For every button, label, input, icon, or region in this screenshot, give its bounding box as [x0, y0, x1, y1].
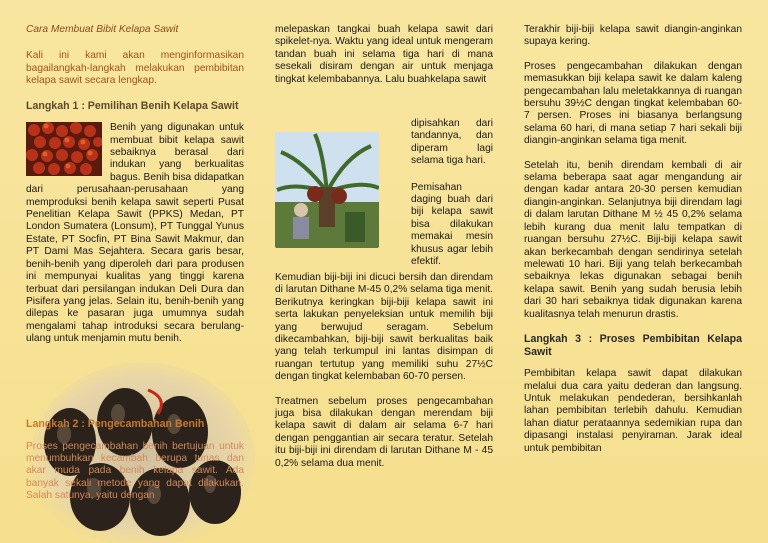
step-2-text-h: Setelah itu, benih direndam kembali di air selama beberapa saat agar mengandung air dengan kadar antara 20-30 persen kemudian diangin-anginkan. Selanjutnya biji direndam lagi di dalam larutan Dithane M ½ 45 0,2% selama lebih kurang dua menit lalu tempatkan di ruangan bersuhu 27½C. Biji-biji kelapa sawit akan berkecambah dengan sendirinya setelah melewati 10 hari. Biji yang telah berkecambah sebaiknya lekas digunakan sebagai benih kelapa sawit. Benih yang sudah berusia lebih dari 30 hari sebaiknya tidak digunakan karena kualitasnya telah menurun drastis. — [524, 159, 742, 320]
palm-fruit-image — [26, 122, 102, 176]
step-2-text-e: Treatmen sebelum proses pengecambahan juga bisa dilakukan dengan merendam biji kelapa sawit di dalam air selama 6-7 hari dengan penggantian air secara teratur. Setelah itu biji-biji ini direndam di larutan Dithane M - 45 0,2% selama dua menit. — [275, 395, 493, 469]
step-2-text-f: Terakhir biji-biji kelapa sawit diangin-anginkan supaya kering. — [524, 24, 742, 48]
heading-step-1: Langkah 1 : Pemilihan Benih Kelapa Sawit — [26, 99, 239, 112]
column-2-lower — [275, 272, 493, 482]
column-1 — [26, 24, 244, 358]
step-1-text: Benih yang digunakan untuk membuat bibit kelapa sawit sebaiknya berasal dari indukan yang berkualitas bagus. Benih bisa didapatkan dari perusahaan-perusahaan yang memproduksi benih kelapa sawit seperti Pusat Penelitian Kelapa Sawit (PPKS) Medan, PT London Sumatera (Lonsum), PT Tunggal Yunus Estate, PT Socfin, PT Bina Sawit Makmur, dan PT Dami Mas Sejahtera. Secara garis besar, benih-benih yang diperoleh dari para produsen ini mempunyai kualitas yang tinggi karena terbuat dari persilangan indukan Deli Dura dan Pisifera yang jelas. Selain itu, benih-benih yang dilepas ke pasaran juga umumnya sudah mengalami tahap introduksi secara berulang-ulang untuk menjamin mutu benih. — [26, 122, 244, 345]
heading-step-3: Langkah 3 : Proses Pembibitan Kelapa Sawit — [524, 332, 742, 358]
intro-text: Kali ini kami akan menginformasikan bagailangkah-langkah melakukan pembibitan kelapa sawit secara lengkap. — [26, 50, 244, 87]
column-3 — [524, 24, 742, 467]
document-title: Cara Membuat Bibit Kelapa Sawit — [26, 24, 179, 35]
step-2-text-c: Pemisahan daging buah dari biji kelapa sawit bisa dilakukan memakai mesin khusus agar lebih efektif. — [411, 181, 493, 268]
step-2-text-b: dipisahkan dari tandannya, dan diperam lagi selama tiga hari. — [411, 118, 493, 167]
column-2-wrap-a — [411, 118, 493, 268]
heading-step-2: Langkah 2 : Pengecambahan Benih — [26, 418, 205, 430]
step-2-text-g: Proses pengecambahan dilakukan dengan memasukkan biji kelapa sawit ke dalam kaleng pengecambahan lalu meletakkannya di ruangan bersuhu 39½C dengan tingkat kelembaban 60-7 persen. Proses ini biasanya berlangsung selama 60 hari, di mana setiap 7 hari sekali biji diangin-anginkan selama tiga menit. — [524, 60, 742, 147]
column-2 — [275, 24, 493, 86]
step-3-text: Pembibitan kelapa sawit dapat dilakukan melalui dua cara yaitu dederan dan langsung. Untuk melakukan pendederan, bersihkanlah lahan pembibitan terlebih dahulu. Kemudian lahan diatur perataannya sedemikian rupa dan dipasangi instalasi penyiraman. Jarak ideal untuk pembibitan — [524, 368, 742, 454]
step-2-continued-text: melepaskan tangkai buah kelapa sawit dari spikelet-nya. Waktu yang ideal untuk mengeram tandan buah ini selama tiga hari di mana sesekali disiram dengan air untuk menjaga tingkat kelembabannya. Lalu buahkelapa sawit — [275, 24, 493, 85]
palm-tree-photo — [275, 132, 379, 248]
step-2-text: Proses pengecambahan benih bertujuan untuk menumbuhkan kecambah berupa tunas dan akar muda pada benih kelapa sawit. Ada banyak sekali metode yang dapat dilakukan. Salah satunya, yaitu dengan — [26, 440, 244, 502]
step-2-text-d: Kemudian biji-biji ini dicuci bersih dan direndam di larutan Dithane M-45 0,2% selama tiga menit. Berikutnya keringkan biji-biji kelapa sawit ini serta lakukan penyeleksian untuk memilih biji yang berwujud seragam. Sebelum dikecambahkan, biji-biji sawit berkualitas baik yang telah terkumpul ini lantas disimpan di ruangan tertutup yang memiliki suhu 27½C dengan tingkat kelembaban 60-70 persen. — [275, 272, 493, 383]
column-1-lower — [26, 418, 244, 515]
